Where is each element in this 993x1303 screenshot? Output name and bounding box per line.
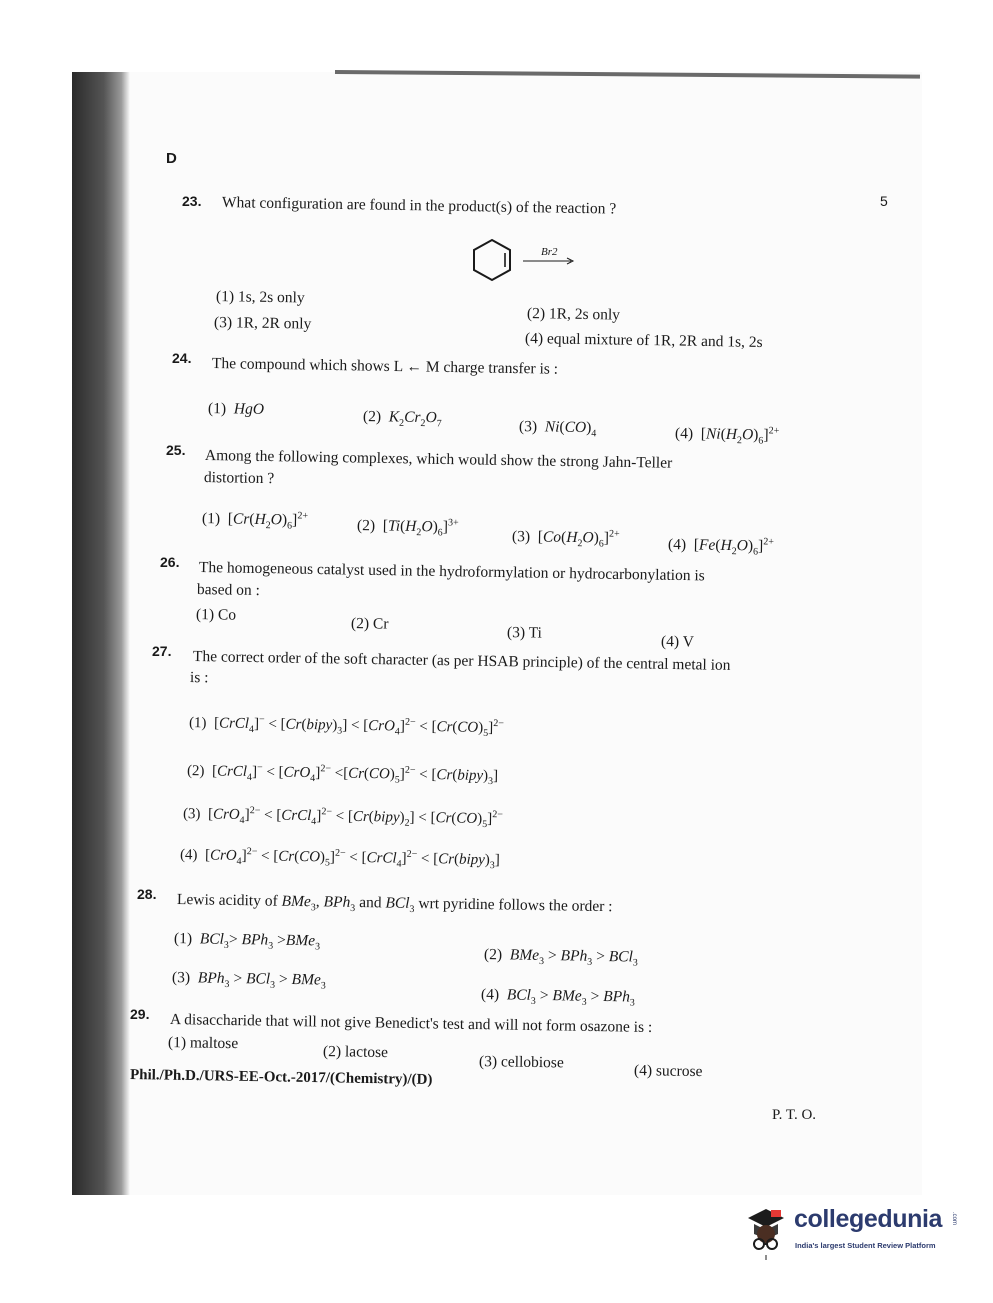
q24-option-1: (1) HgO (207, 400, 265, 418)
q23-text: What configuration are found in the product(s) of the reaction ? (221, 194, 617, 218)
q28-option-3: (3) BPh$_3$ > BCl$_3$ > BMe$_3$ (171, 969, 326, 992)
q27-number: 27. (152, 643, 172, 659)
q25-option-1-label: (1) (201, 510, 221, 528)
q27-option-4: (4) $[CrO_4]^{2-} < [Cr(CO)_5]^{2-}$ < [CrCl$_4$]$^{2-}$ < $[Cr(bipy)_3]$ (179, 846, 500, 872)
q28-option-2-label: (2) (483, 946, 503, 964)
q25-option-4-label: (4) (667, 536, 687, 554)
q27-option-1: (1) [CrCl$_4$]− < $[Cr(bipy)_3] < [CrO_4]^{2-} < [Cr(CO)_5]^{2-}$ (188, 714, 505, 739)
q29-option-2: (2) lactose (322, 1043, 389, 1062)
q28-option-4: (4) BCl$_3$ > BMe$_3$ > BPh$_3$ (480, 986, 635, 1009)
q27-option-2-label: (2) (186, 763, 205, 780)
q29-option-3: (3) cellobiose (478, 1053, 564, 1072)
q25-option-1: (1) $[Cr(H_2O)_6]^{2+}$ (201, 510, 309, 532)
q23-option-3: (3) 1R, 2R only (213, 314, 312, 333)
q27-option-3-label: (3) (182, 806, 201, 823)
q28-option-4-label: (4) (480, 986, 500, 1004)
q23-option-1: (1) 1s, 2s only (215, 288, 305, 307)
scan-shadow (72, 72, 130, 1195)
q26-text-line2: based on : (196, 581, 260, 600)
q28-number: 28. (137, 886, 157, 902)
q25-option-3: (3) $[Co(H_2O)_6]^{2+}$ (511, 528, 620, 550)
logo-suffix: .com (951, 1212, 957, 1226)
q27-option-4-label: (4) (179, 847, 198, 864)
q24-number: 24. (172, 350, 192, 366)
q25-option-2-label: (2) (356, 517, 376, 535)
q25-option-3-label: (3) (511, 528, 531, 546)
q24-option-2-label: (2) (362, 408, 382, 426)
q23-reagent: Br2 (541, 246, 558, 258)
q28-option-2: (2) BMe$_3$ > BPh$_3$ > BCl$_3$ (483, 946, 638, 969)
q25-option-2: (2) $[Ti(H_2O)_6]^{3+}$ (356, 517, 459, 539)
q27-text-line1: The correct order of the soft character (as per HSAB principle) of the central metal ion (192, 648, 731, 674)
logo-wordmark: collegedunia (794, 1205, 943, 1233)
q27-option-2: (2) [CrCl$_4$]− < $[CrO_4]^{2-} <[Cr(CO)_5]^{2-}$ < $[Cr(bipy)_3]$ (186, 762, 499, 788)
q25-text-line1: Among the following complexes, which would show the strong Jahn-Teller (204, 447, 673, 472)
q24-option-2: (2) $K_2Cr_2O_7$ (362, 408, 442, 430)
cyclohexene-structure (470, 238, 514, 282)
reaction-arrow-icon (523, 256, 577, 266)
q28-text: Lewis acidity of BMe$_3$, BPh$_3$ and BCl$_3$ wrt pyridine follows the order : (176, 891, 613, 916)
q28-option-1-label: (1) (173, 930, 193, 948)
footer-pto: P. T. O. (772, 1107, 817, 1123)
q29-number: 29. (130, 1006, 150, 1022)
logo-tagline: India's largest Student Review Platform (795, 1241, 936, 1250)
section-letter: D (166, 150, 177, 167)
q24-text: The compound which shows L ← M charge transfer is : (211, 355, 559, 378)
q28-option-3-label: (3) (171, 969, 191, 987)
q29-option-1: (1) maltose (167, 1034, 239, 1053)
q27-option-1-label: (1) (188, 715, 207, 732)
q24-option-4-label: (4) (674, 425, 694, 443)
q27-text-line2: is : (189, 669, 209, 687)
q27-option-3: (3) $[CrO_4]^{2-}$ < [CrCl$_4$]$^{2-}$ < $[Cr(bipy)_2] < [Cr(CO)_5]^{2-}$ (182, 805, 504, 831)
q23-option-4: (4) equal mixture of 1R, 2R and 1s, 2s (524, 330, 763, 351)
q29-text: A disaccharide that will not give Benedict's test and will not form osazone is : (169, 1011, 653, 1036)
q26-number: 26. (160, 554, 180, 570)
q23-option-2: (2) 1R, 2s only (526, 305, 621, 324)
q26-option-2: (2) Cr (350, 615, 389, 633)
q26-option-3: (3) Ti (506, 624, 543, 642)
footer-paper-code: Phil./Ph.D./URS-EE-Oct.-2017/(Chemistry)/(D) (129, 1067, 433, 1089)
q24-option-1-label: (1) (207, 400, 227, 418)
q24-option-3-label: (3) (518, 418, 538, 436)
page-number: 5 (880, 193, 888, 209)
q28-option-1: (1) BCl$_3$> BPh$_3$ >BMe$_3$ (173, 930, 321, 953)
q26-option-4: (4) V (660, 633, 695, 651)
q25-number: 25. (166, 442, 186, 458)
q25-option-4: (4) $[Fe(H_2O)_6]^{2+}$ (667, 536, 775, 558)
q24-option-3: (3) $Ni(CO)_4$ (518, 418, 597, 440)
q24-option-4: (4) $[Ni(H_2O)_6]^{2+}$ (674, 425, 780, 447)
q25-text-line2: distortion ? (203, 469, 275, 488)
q29-option-4: (4) sucrose (633, 1062, 703, 1081)
q26-text-line1: The homogeneous catalyst used in the hydroformylation or hydrocarbonylation is (198, 559, 705, 585)
q26-option-1: (1) Co (195, 606, 237, 624)
q23-number: 23. (182, 193, 202, 209)
